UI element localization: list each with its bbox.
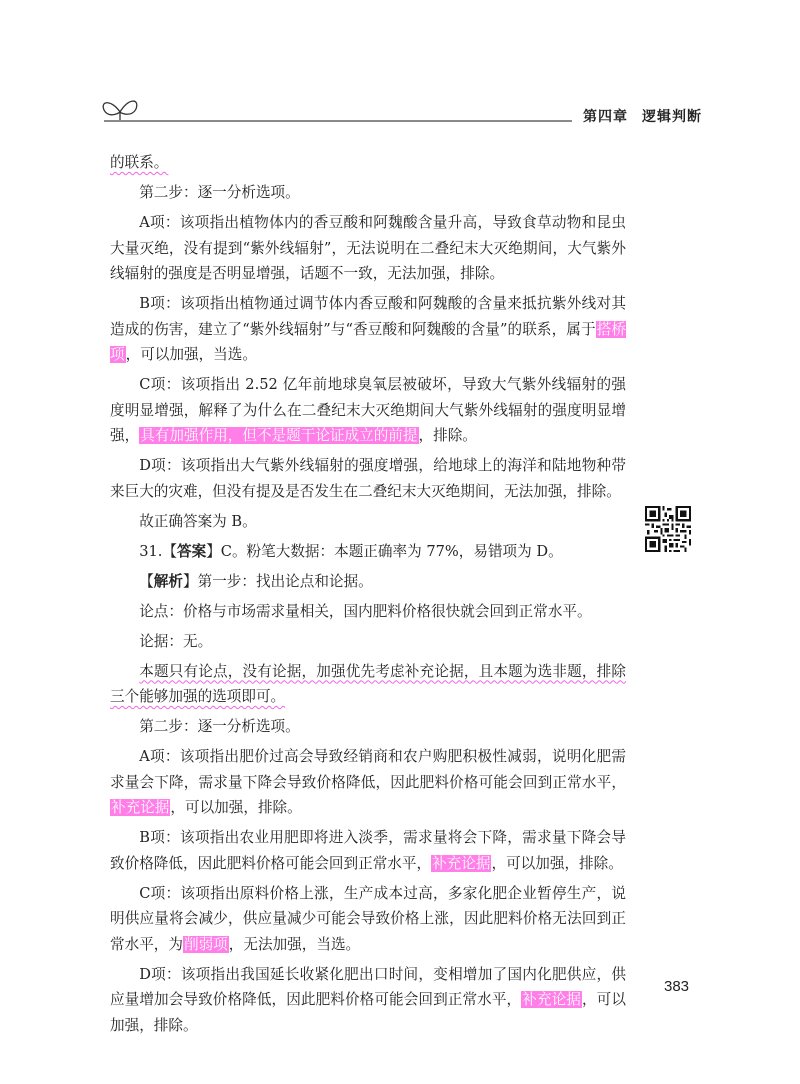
paragraph: D项：该项指出大气紫外线辐射的强度增强，给地球上的海洋和陆地物种带来巨大的灾难，但没有提及是否发生在二叠纪末大灭绝期间，无法加强，排除。 <box>110 457 626 500</box>
text-run: 【 <box>139 572 154 590</box>
text-run: 】C。粉笔大数据：本题正确率为 77%，易错项为 D。 <box>206 542 563 560</box>
paragraph <box>110 825 626 876</box>
paragraph <box>110 962 626 1039</box>
qr-code-icon[interactable] <box>645 506 691 552</box>
highlight: 补充论据 <box>432 854 491 872</box>
text-run: ，可以加强，排除。 <box>491 854 623 872</box>
underlined-text: 本题只有论点，没有论据，加强优先考虑补充论据，且本题为选非题，排除三个能够加强的选项即可。 <box>110 662 626 705</box>
highlight: 搭桥项 <box>110 320 626 363</box>
text-run: C项：该项指出原料价格上涨，生产成本过高，多家化肥企业暂停生产，说明供应量将会减少，供应量减少可能会导致价格上涨，因此肥料价格无法回到正常水平，为 <box>110 884 626 953</box>
paragraph: 第二步：逐一分析选项。 <box>139 718 300 735</box>
paragraph <box>110 659 626 710</box>
paragraph <box>110 150 626 176</box>
main-text <box>110 150 626 1043</box>
answer-line <box>110 539 626 565</box>
paragraph: 论点：价格与市场需求量相关，国内肥料价格很快就会回到正常水平。 <box>139 602 592 620</box>
text-run: C项：该项指出 2.52 亿年前地球臭氧层被破坏，导致大气紫外线辐射的强度明显增强，解释了为什么在二叠纪末大灭绝期间大气紫外线辐射的强度明显增强， <box>110 376 626 444</box>
paragraph <box>110 291 626 368</box>
text-run: ，排除。 <box>418 427 477 444</box>
paragraph <box>110 744 626 821</box>
leaf-icon <box>103 101 137 120</box>
underlined-text: 的联系。 <box>110 154 169 171</box>
text-run: ，可以加强，排除。 <box>170 799 302 816</box>
paragraph <box>110 372 626 449</box>
paragraph <box>110 881 626 958</box>
highlight: 补充论据 <box>522 991 581 1008</box>
answer-label: 答案 <box>177 542 207 560</box>
paragraph: A项：该项指出植物体内的香豆酸和阿魏酸含量升高，导致食草动物和昆虫大量灭绝，没有提到“紫外线辐射”，无法说明在二叠纪末大灭绝期间，大气紫外线辐射的强度是否明显增强，话题不一致，无法加强，排除。 <box>110 214 626 282</box>
analysis-line <box>110 569 626 595</box>
text-run: ，无法加强，当选。 <box>228 935 361 953</box>
highlight: 削弱项 <box>183 935 228 953</box>
text-run: 31.【 <box>139 542 177 560</box>
text-run: D项：该项指出我国延长收紧化肥出口时间，变相增加了国内化肥供应，供应量增加会导致价格降低，因此肥料价格可能会回到正常水平， <box>110 965 626 1008</box>
text-run: 】第一步：找出论点和论据。 <box>183 572 373 590</box>
text-run: ，可以加强，排除。 <box>110 991 626 1034</box>
highlight: 具有加强作用，但不是题干论证成立的前提 <box>140 427 418 444</box>
paragraph: 第二步：逐一分析选项。 <box>139 184 300 201</box>
chapter-heading <box>583 106 702 126</box>
chapter-title: 逻辑判断 <box>642 109 702 125</box>
text-run: ，可以加强，当选。 <box>125 346 257 363</box>
page-number: 383 <box>664 978 690 995</box>
paragraph: 故正确答案为 B。 <box>139 512 257 530</box>
paragraph: 论据：无。 <box>139 632 213 650</box>
text-run: B项：该项指出农业用肥即将进入淡季，需求量将会下降，需求量下降会导致价格降低，因此肥料价格可能会回到正常水平， <box>110 829 626 872</box>
analysis-label: 解析 <box>153 572 183 590</box>
page-header <box>0 0 800 140</box>
text-run: A项：该项指出肥价过高会导致经销商和农户购肥积极性减弱，说明化肥需求量会下降，需求量下降会导致价格降低，因此肥料价格可能会回到正常水平， <box>110 748 626 791</box>
highlight: 补充论据 <box>111 799 170 816</box>
text-run: B项：该项指出植物通过调节体内香豆酸和阿魏酸的含量来抵抗紫外线对其造成的伤害，建立了“紫外线辐射”与“香豆酸和阿魏酸的含量”的联系，属于 <box>110 295 626 338</box>
chapter-number: 第四章 <box>583 109 628 125</box>
